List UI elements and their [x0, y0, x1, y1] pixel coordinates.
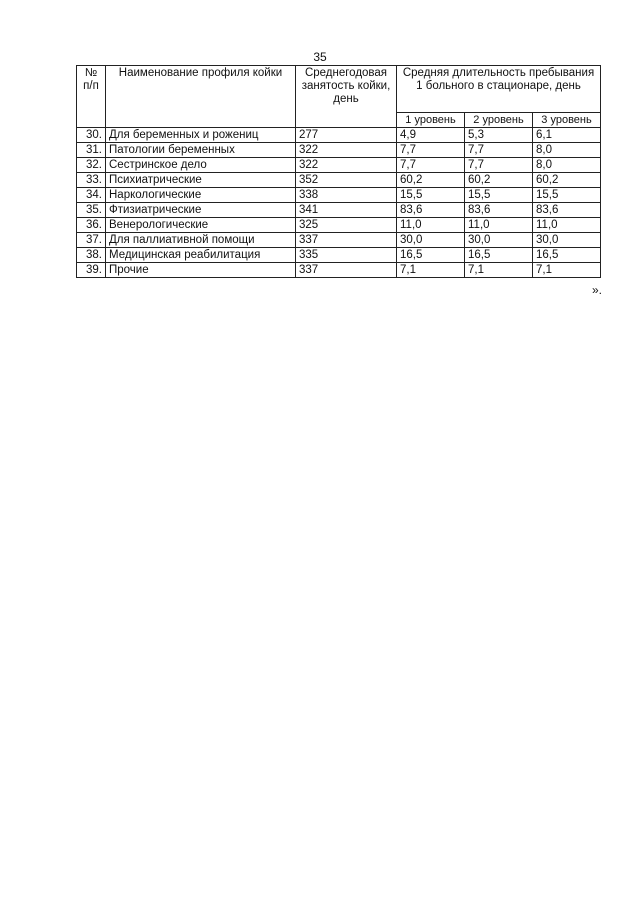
row-level-1: 83,6	[397, 203, 465, 218]
row-level-3: 60,2	[533, 173, 601, 188]
row-occupancy: 352	[296, 173, 397, 188]
table-row	[77, 128, 601, 143]
row-number: 30.	[77, 128, 106, 143]
row-level-1: 7,7	[397, 143, 465, 158]
row-level-3: 16,5	[533, 248, 601, 263]
page-number: 35	[313, 50, 327, 64]
row-level-3: 30,0	[533, 233, 601, 248]
closing-quote-mark: ».	[592, 283, 603, 297]
row-number: 36.	[77, 218, 106, 233]
row-level-3: 15,5	[533, 188, 601, 203]
row-level-3: 7,1	[533, 263, 601, 278]
row-level-1: 7,1	[397, 263, 465, 278]
row-occupancy: 337	[296, 263, 397, 278]
table-row	[77, 143, 601, 158]
table-row	[77, 233, 601, 248]
table-row	[77, 188, 601, 203]
row-level-2: 7,7	[465, 158, 533, 173]
row-level-2: 7,1	[465, 263, 533, 278]
row-profile-name: Патологии беременных	[106, 143, 296, 158]
row-level-3: 6,1	[533, 128, 601, 143]
row-number: 38.	[77, 248, 106, 263]
row-profile-name: Сестринское дело	[106, 158, 296, 173]
row-level-2: 30,0	[465, 233, 533, 248]
row-level-3: 8,0	[533, 143, 601, 158]
header-number: № п/п	[77, 66, 106, 128]
row-occupancy: 341	[296, 203, 397, 218]
row-occupancy: 337	[296, 233, 397, 248]
row-profile-name: Для беременных и рожениц	[106, 128, 296, 143]
row-level-2: 7,7	[465, 143, 533, 158]
row-level-3: 11,0	[533, 218, 601, 233]
row-level-2: 83,6	[465, 203, 533, 218]
row-occupancy: 322	[296, 143, 397, 158]
row-profile-name: Венерологические	[106, 218, 296, 233]
row-level-3: 8,0	[533, 158, 601, 173]
header-level-1: 1 уровень	[397, 113, 465, 128]
table-row	[77, 248, 601, 263]
row-level-1: 15,5	[397, 188, 465, 203]
row-level-2: 60,2	[465, 173, 533, 188]
bed-profile-table	[76, 65, 601, 278]
row-level-1: 60,2	[397, 173, 465, 188]
row-profile-name: Наркологические	[106, 188, 296, 203]
row-number: 31.	[77, 143, 106, 158]
row-level-1: 11,0	[397, 218, 465, 233]
header-profile-name: Наименование профиля койки	[106, 66, 296, 128]
row-occupancy: 277	[296, 128, 397, 143]
row-level-2: 16,5	[465, 248, 533, 263]
table-body	[77, 128, 601, 278]
row-occupancy: 325	[296, 218, 397, 233]
row-level-1: 16,5	[397, 248, 465, 263]
table-row	[77, 263, 601, 278]
header-level-3: 3 уровень	[533, 113, 601, 128]
row-occupancy: 322	[296, 158, 397, 173]
row-level-1: 4,9	[397, 128, 465, 143]
row-level-2: 11,0	[465, 218, 533, 233]
row-profile-name: Для паллиативной помощи	[106, 233, 296, 248]
row-level-1: 7,7	[397, 158, 465, 173]
row-number: 39.	[77, 263, 106, 278]
header-level-2: 2 уровень	[465, 113, 533, 128]
table-row	[77, 203, 601, 218]
row-profile-name: Медицинская реабилитация	[106, 248, 296, 263]
row-number: 33.	[77, 173, 106, 188]
header-occupancy: Среднегодовая занятость койки, день	[296, 66, 397, 128]
row-level-3: 83,6	[533, 203, 601, 218]
row-level-2: 5,3	[465, 128, 533, 143]
row-profile-name: Фтизиатрические	[106, 203, 296, 218]
row-occupancy: 335	[296, 248, 397, 263]
row-number: 35.	[77, 203, 106, 218]
table-row	[77, 218, 601, 233]
row-occupancy: 338	[296, 188, 397, 203]
row-level-2: 15,5	[465, 188, 533, 203]
row-number: 32.	[77, 158, 106, 173]
row-number: 37.	[77, 233, 106, 248]
row-profile-name: Психиатрические	[106, 173, 296, 188]
header-duration: Средняя длительность пребывания 1 больного в стационаре, день	[397, 66, 601, 113]
row-profile-name: Прочие	[106, 263, 296, 278]
row-number: 34.	[77, 188, 106, 203]
table-row	[77, 173, 601, 188]
row-level-1: 30,0	[397, 233, 465, 248]
table-row	[77, 158, 601, 173]
